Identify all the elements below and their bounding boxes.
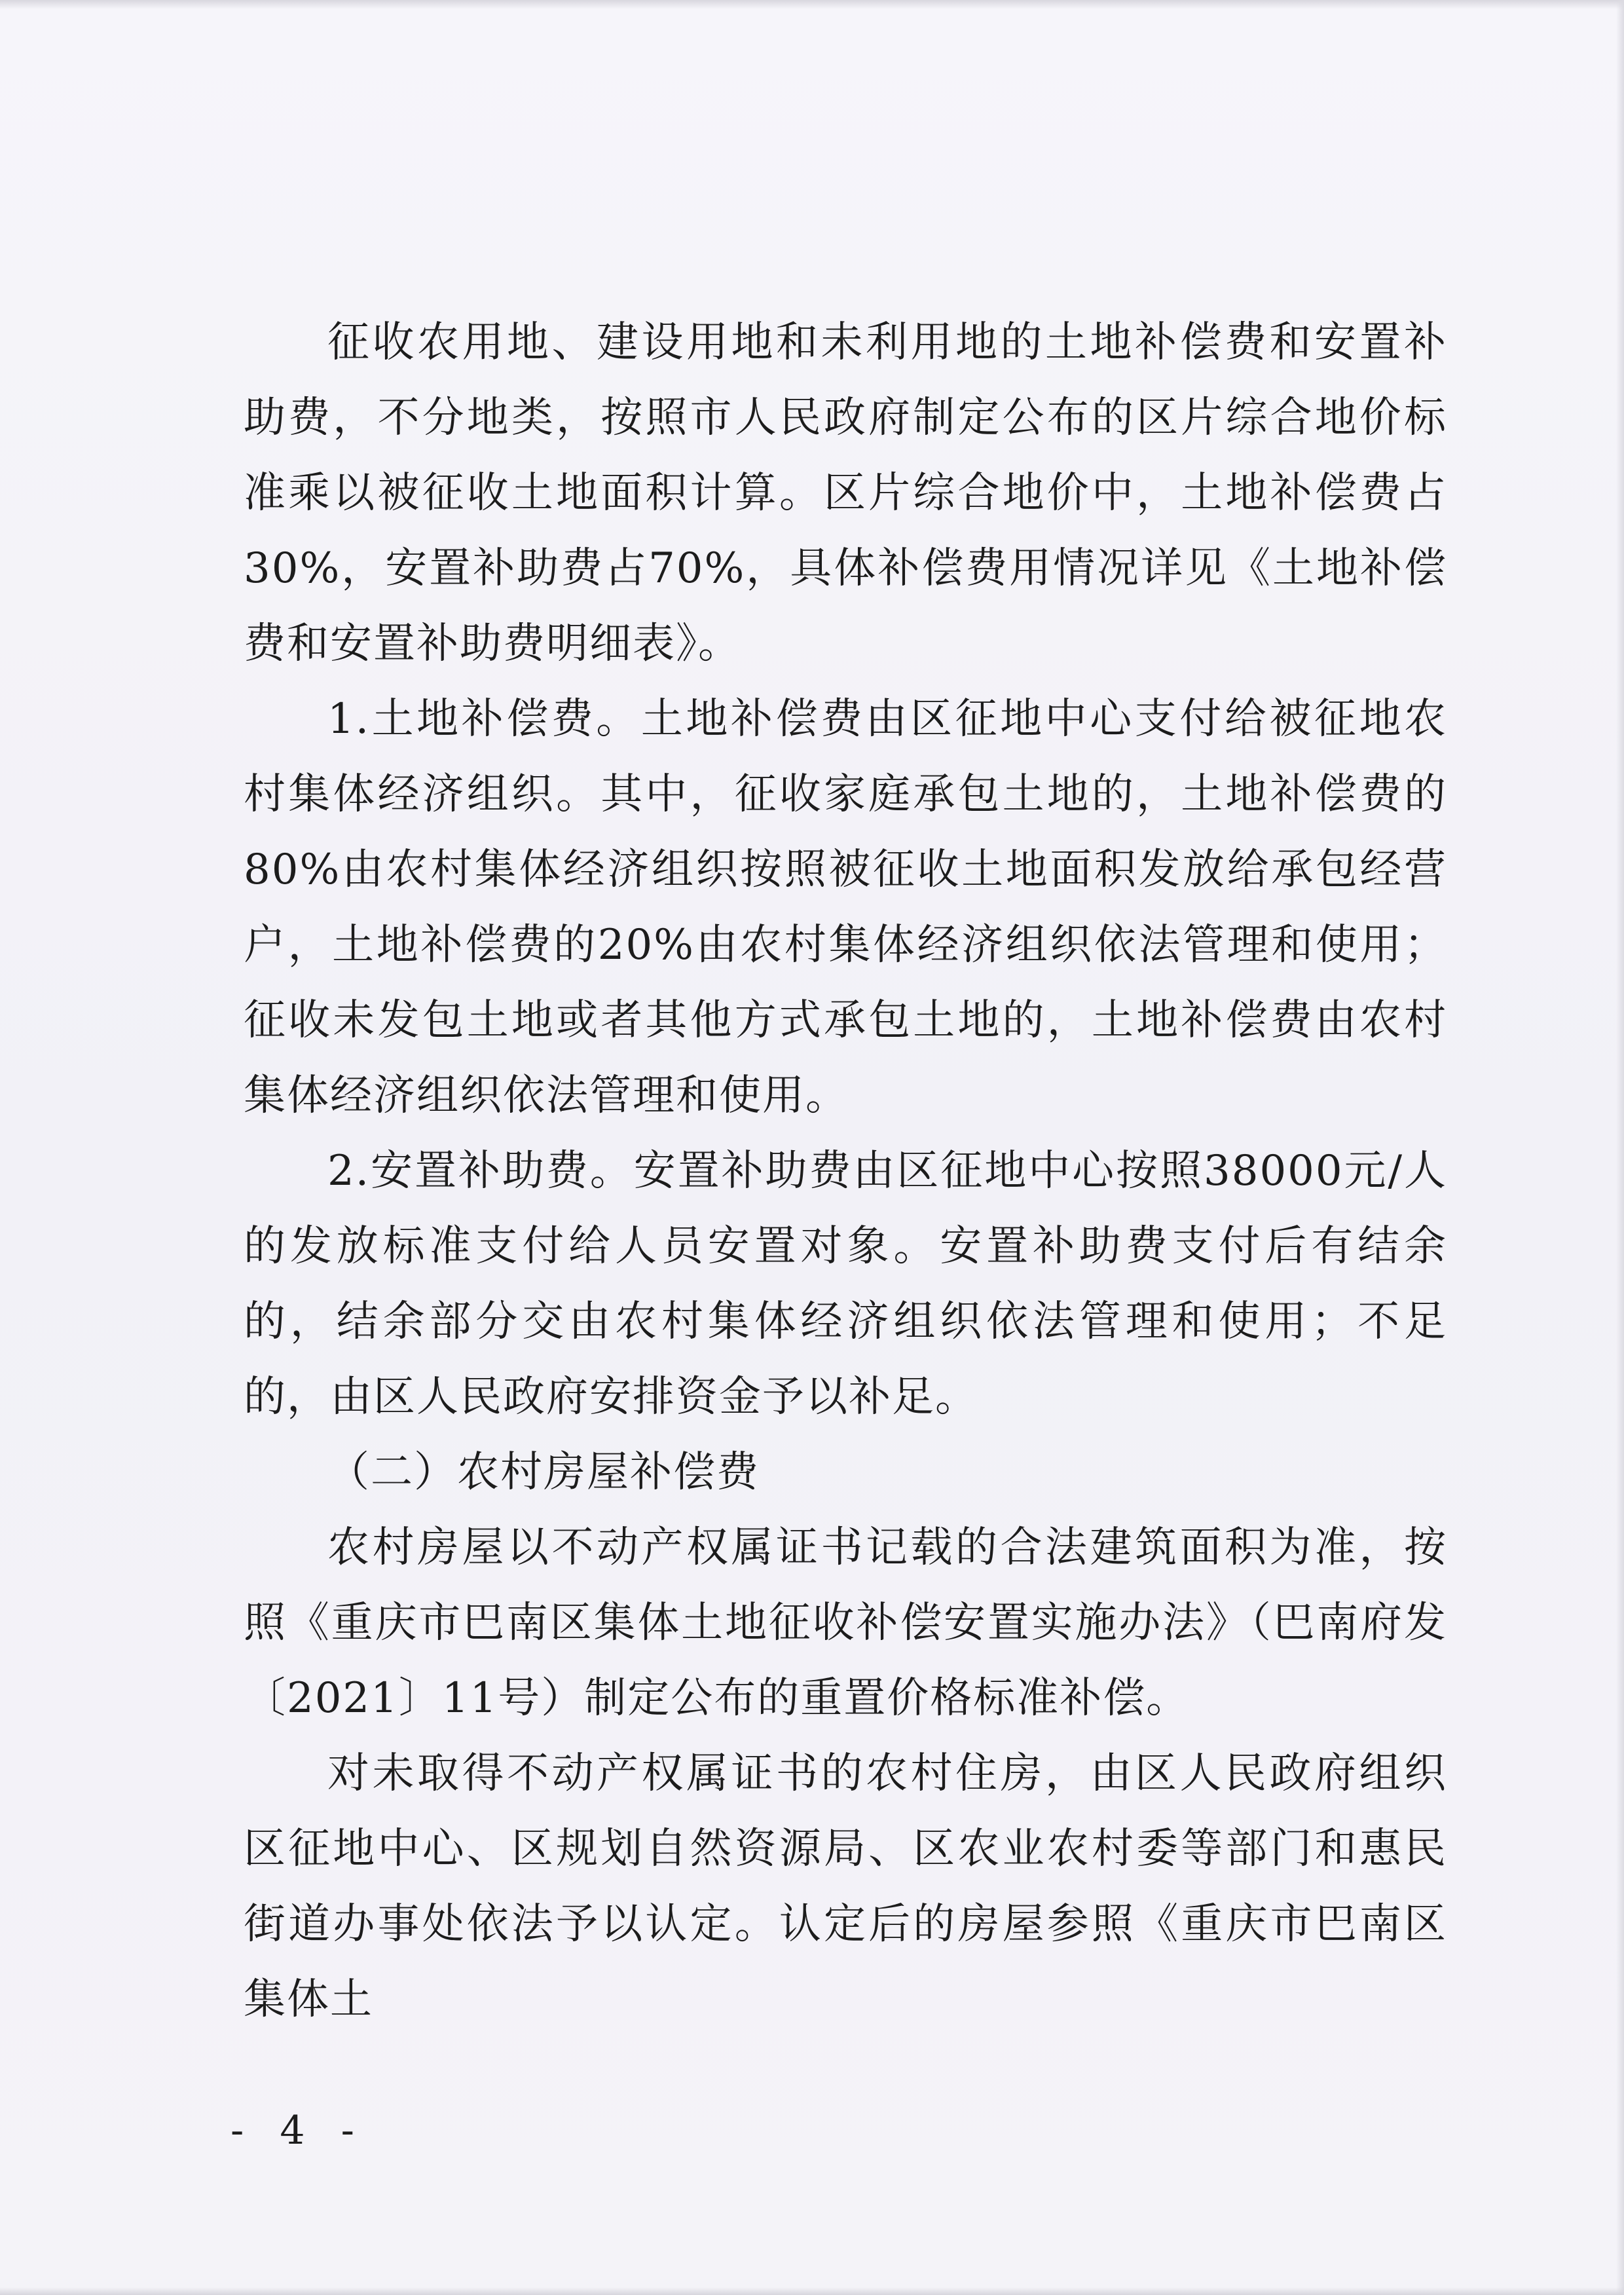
paragraph-land-compensation: 1.土地补偿费。土地补偿费由区征地中心支付给被征地农村集体经济组织。其中，征收家庭承包土地的，土地补偿费的80%由农村集体经济组织按照被征收土地面积发放给承包经营户，土地补偿费的20%由农村集体经济组织依法管理和使用；征收未发包土地或者其他方式承包土地的，土地补偿费由农村集体经济组织依法管理和使用。 [244, 695, 1447, 1120]
page-number: - 4 - [231, 2108, 366, 2154]
scan-bottom-edge [0, 2287, 1624, 2295]
paragraph-resettlement-subsidy: 2.安置补助费。安置补助费由区征地中心按照38000元/人的发放标准支付给人员安置对象。安置补助费支付后有结余的，结余部分交由农村集体经济组织依法管理和使用；不足的，由区人民政府安排资金予以补足。 [244, 1147, 1447, 1421]
scan-top-edge [0, 0, 1624, 9]
document-body [244, 305, 1447, 2038]
paragraph-unregistered-housing: 对未取得不动产权属证书的农村住房，由区人民政府组织区征地中心、区规划自然资源局、区农业农村委等部门和惠民街道办事处依法予以认定。认定后的房屋参照《重庆市巴南区集体土 [244, 1749, 1447, 2024]
paragraph-housing-standard: 农村房屋以不动产权属证书记载的合法建筑面积为准，按照《重庆市巴南区集体土地征收补偿安置实施办法》（巴南府发〔2021〕11号）制定公布的重置价格标准补偿。 [244, 1523, 1447, 1723]
paragraph-compensation-overview: 征收农用地、建设用地和未利用地的土地补偿费和安置补助费，不分地类，按照市人民政府制定公布的区片综合地价标准乘以被征收土地面积计算。区片综合地价中，土地补偿费占30%，安置补助费占70%，具体补偿费用情况详见《土地补偿费和安置补助费明细表》。 [244, 318, 1447, 668]
section-heading-rural-housing: （二）农村房屋补偿费 [327, 1448, 760, 1497]
scan-right-edge [1616, 0, 1624, 2295]
